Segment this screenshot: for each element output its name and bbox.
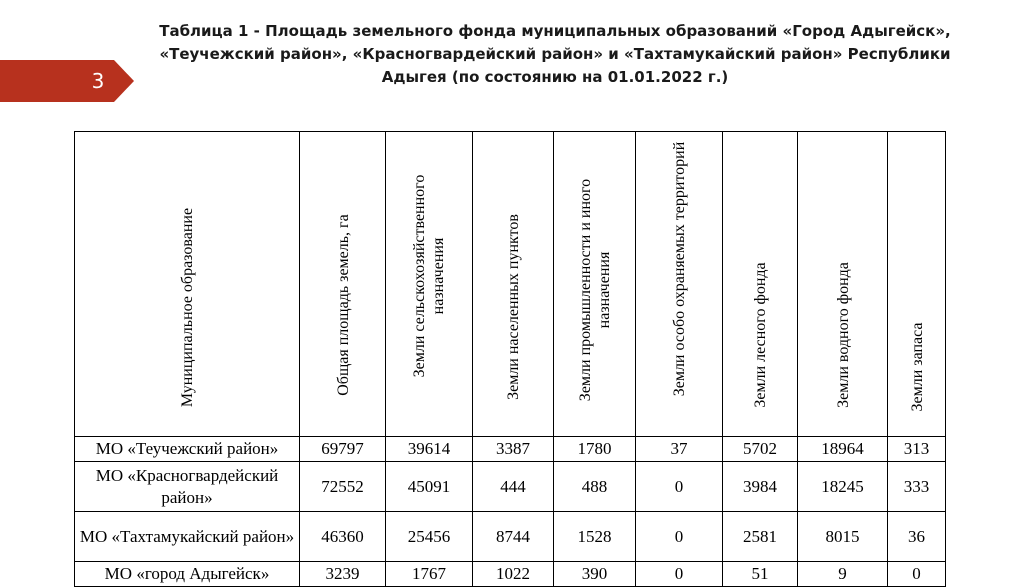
header-forest [723,132,798,437]
header-municipality-text: Муниципальное образование [179,207,196,408]
slide-number: 3 [91,69,105,93]
cell-protected: 37 [636,437,723,462]
table-header-row [75,132,946,437]
cell-water: 18245 [798,462,888,512]
row-name: МО «город Адыгейск» [75,562,300,587]
header-agricultural [386,132,473,437]
header-total-area-text: Общая площадь земель, га [334,214,352,396]
cell-settlements: 444 [473,462,554,512]
header-total-area [300,132,386,437]
table-row [75,512,946,562]
cell-protected: 0 [636,462,723,512]
table-row [75,562,946,587]
header-municipality [75,132,300,437]
cell-reserve: 333 [888,462,946,512]
cell-settlements: 1022 [473,562,554,587]
cell-agricultural: 1767 [386,562,473,587]
header-reserve-text: Земли запаса [908,322,926,412]
cell-water: 9 [798,562,888,587]
cell-forest: 2581 [723,512,798,562]
slide-number-badge [0,60,134,102]
cell-industry: 1780 [554,437,636,462]
cell-agricultural: 45091 [386,462,473,512]
header-forest-text: Земли лесного фонда [752,262,769,408]
table-title-line-2: «Теучежский район», «Красногвардейский район» и «Тахтамукайский район» Республики [159,45,951,63]
table-title-line-1: Таблица 1 - Площадь земельного фонда муниципальных образований «Город Адыгейск», [159,22,951,40]
cell-reserve: 36 [888,512,946,562]
cell-total-area: 3239 [300,562,386,587]
cell-total-area: 69797 [300,437,386,462]
cell-industry: 390 [554,562,636,587]
row-name: МО «Красногвардейский район» [75,462,300,512]
header-protected [636,132,723,437]
header-settlements [473,132,554,437]
header-settlements-text: Земли населенных пунктов [505,214,522,400]
cell-agricultural: 25456 [386,512,473,562]
row-name: МО «Тахтамукайский район» [75,512,300,562]
table-title-line-3: Адыгея (по состоянию на 01.01.2022 г.) [381,68,729,86]
cell-total-area: 46360 [300,512,386,562]
cell-reserve: 313 [888,437,946,462]
cell-forest: 51 [723,562,798,587]
cell-settlements: 3387 [473,437,554,462]
cell-agricultural: 39614 [386,437,473,462]
header-water-text: Земли водного фонда [834,262,852,408]
cell-total-area: 72552 [300,462,386,512]
cell-settlements: 8744 [473,512,554,562]
cell-reserve: 0 [888,562,946,587]
header-agricultural-text: Земли сельскохозяйственного назначения [411,174,447,378]
header-industry-text: Земли промышленности и иного назначения [576,178,613,402]
cell-protected: 0 [636,562,723,587]
header-industry [554,132,636,437]
table-title [140,20,970,89]
cell-forest: 3984 [723,462,798,512]
cell-industry: 1528 [554,512,636,562]
row-name: МО «Теучежский район» [75,437,300,462]
land-fund-table [74,131,946,587]
cell-protected: 0 [636,512,723,562]
table-row [75,462,946,512]
cell-water: 18964 [798,437,888,462]
cell-water: 8015 [798,512,888,562]
header-reserve [888,132,946,437]
cell-industry: 488 [554,462,636,512]
header-water [798,132,888,437]
header-protected-text: Земли особо охраняемых территорий [671,141,688,397]
cell-forest: 5702 [723,437,798,462]
